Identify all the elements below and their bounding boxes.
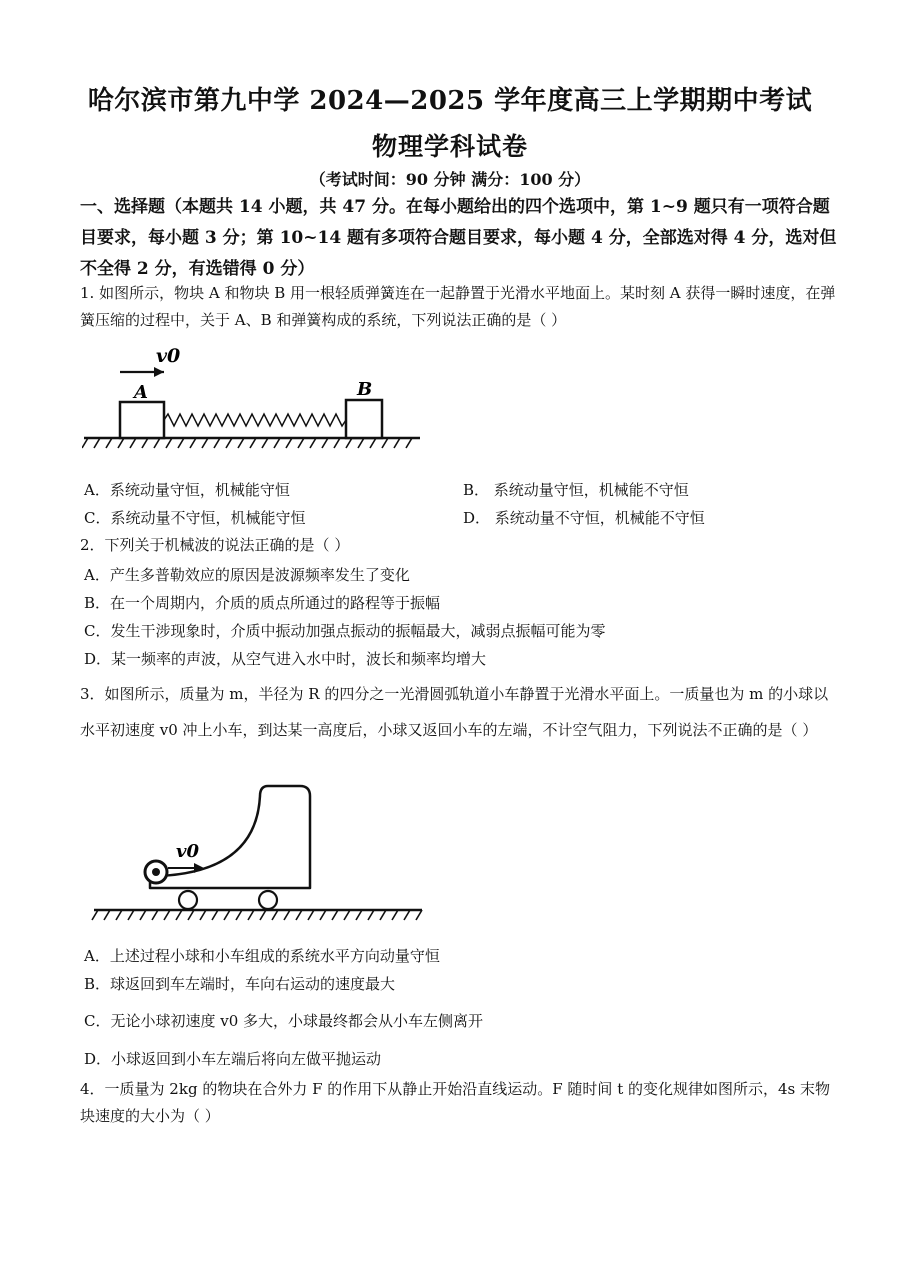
- q2-option-c[interactable]: C．发生干涉现象时，介质中振动加强点振动的振幅最大，减弱点振幅可能为零: [84, 622, 606, 640]
- figure-ball-cart: [88, 784, 428, 924]
- q1-option-a[interactable]: A．系统动量守恒，机械能守恒: [84, 481, 290, 499]
- figure-spring-blocks: [82, 338, 427, 456]
- section-heading: 一、选择题（本题共 14 小题，共 47 分。在每小题给出的四个选项中，第 1~9 题只有一项符合题目要求，每小题 3 分；第 10~14 题有多项符合题目要求，每小题 4 分，全部选对得 4 分，选对但不全得 2 分，有选错得 0 分）: [80, 197, 837, 279]
- q2-option-d[interactable]: D．某一频率的声波，从空气进入水中时，波长和频率均增大: [84, 650, 487, 668]
- q3-option-d[interactable]: D．小球返回到小车左端后将向左做平抛运动: [84, 1050, 382, 1068]
- exam-info: （考试时间：90 分钟 满分：100 分）: [309, 170, 591, 189]
- block-a: [120, 402, 164, 438]
- label-v0: v0: [176, 841, 199, 862]
- q1-option-b[interactable]: B． 系统动量守恒，机械能不守恒: [463, 481, 689, 499]
- q3-option-c[interactable]: C．无论小球初速度 v0 多大，小球最终都会从小车左侧离开: [84, 1012, 484, 1030]
- question-4-stem: 4．一质量为 2kg 的物块在合外力 F 的作用下从静止开始沿直线运动。F 随时间 t 的变化规律如图所示，4s 末物块速度的大小为（ ）: [80, 1080, 831, 1125]
- q3-option-a[interactable]: A．上述过程小球和小车组成的系统水平方向动量守恒: [84, 947, 440, 965]
- subject-title: 物理学科试卷: [371, 132, 528, 161]
- question-1-stem: 1. 如图所示，物块 A 和物块 B 用一根轻质弹簧连在一起静置于光滑水平地面上。某时刻 A 获得一瞬时速度，在弹簧压缩的过程中，关于 A、B 和弹簧构成的系统，下列说法正确的是（ ）: [80, 284, 836, 329]
- label-a: A: [134, 382, 148, 403]
- cart-wheel-left: [179, 891, 197, 909]
- spring: [164, 414, 346, 426]
- q2-option-b[interactable]: B．在一个周期内，介质的质点所通过的路程等于振幅: [84, 594, 441, 612]
- label-v0: v0: [156, 345, 181, 367]
- question-3-stem: 3．如图所示，质量为 m，半径为 R 的四分之一光滑圆弧轨道小车静置于光滑水平面上。一质量也为 m 的小球以水平初速度 v0 冲上小车，到达某一高度后，小球又返回小车的左端，不计空气阻力，下列说法不正确的是（ ）: [80, 685, 829, 739]
- q1-option-d[interactable]: D． 系统动量不守恒，机械能不守恒: [463, 509, 705, 527]
- label-b: B: [357, 379, 373, 400]
- cart-wheel-right: [259, 891, 277, 909]
- q1-option-c[interactable]: C．系统动量不守恒，机械能守恒: [84, 509, 306, 527]
- q3-option-b[interactable]: B．球返回到车左端时，车向右运动的速度最大: [84, 975, 396, 993]
- exam-title: 哈尔滨市第九中学 2024—2025 学年度高三上学期期中考试: [87, 86, 813, 116]
- q2-option-a[interactable]: A．产生多普勒效应的原因是波源频率发生了变化: [84, 566, 410, 584]
- cart-track: [150, 786, 310, 888]
- question-2-stem: 2．下列关于机械波的说法正确的是（ ）: [80, 536, 350, 554]
- block-b: [346, 400, 382, 438]
